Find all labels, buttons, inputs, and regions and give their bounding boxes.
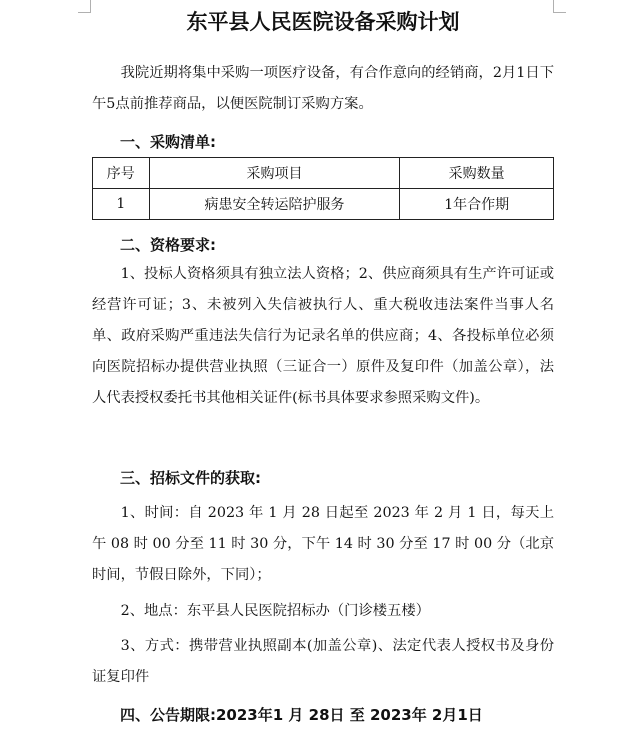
tender-method-paragraph: 3、方式：携带营业执照副本(加盖公章)、法定代表人授权书及身份证复印件 [92,638,554,685]
notice-period-label: 四、公告期限: [120,706,216,724]
table-header-cell: 序号 [93,158,150,189]
table-cell: 1 [93,189,150,220]
notice-period-value: 2023年1 月 28日 至 2023年 2月1日 [216,706,483,724]
tender-location-paragraph: 2、地点：东平县人民医院招标办（门诊楼五楼） [120,603,430,619]
page-corner-mark-left [78,0,91,13]
table-header-cell: 采购数量 [400,158,554,189]
section-heading-notice-period [120,704,483,725]
intro-paragraph: 我院近期将集中采购一项医疗设备，有合作意向的经销商，2月1日下午5点前推荐商品，以便医院制订采购方案。 [92,65,554,112]
purchase-table [92,157,554,220]
page-corner-mark-right [553,0,566,13]
section-heading-tender-docs: 三、招标文件的获取: [120,469,261,487]
section-heading-purchase-list: 一、采购清单: [120,133,216,151]
table-header-cell: 采购项目 [149,158,400,189]
table-cell: 1年合作期 [400,189,554,220]
section-heading-qualifications: 二、资格要求: [120,236,216,254]
tender-time-paragraph: 1、时间：自 2023 年 1 月 28 日起至 2023 年 2 月 1 日，每天上午 08 时 00 分至 11 时 30 分，下午 14 时 30 分至 17 时 00 分（北京时间，节假日除外，下同）； [92,505,554,583]
table-header-row [93,158,554,189]
table-row [93,189,554,220]
qualifications-paragraph: 1、投标人资格须具有独立法人资格；2、供应商须具有生产许可证或经营许可证；3、未被列入失信被执行人、重大税收违法案件当事人名单、政府采购严重违法失信行为记录名单的供应商；4、各投标单位必须向医院招标办提供营业执照（三证合一）原件及复印件（加盖公章），法人代表授权委托书其他相关证件(标书具体要求参照采购文件)。 [92,266,554,406]
document-title: 东平县人民医院设备采购计划 [186,10,460,34]
table-cell: 病患安全转运陪护服务 [149,189,400,220]
